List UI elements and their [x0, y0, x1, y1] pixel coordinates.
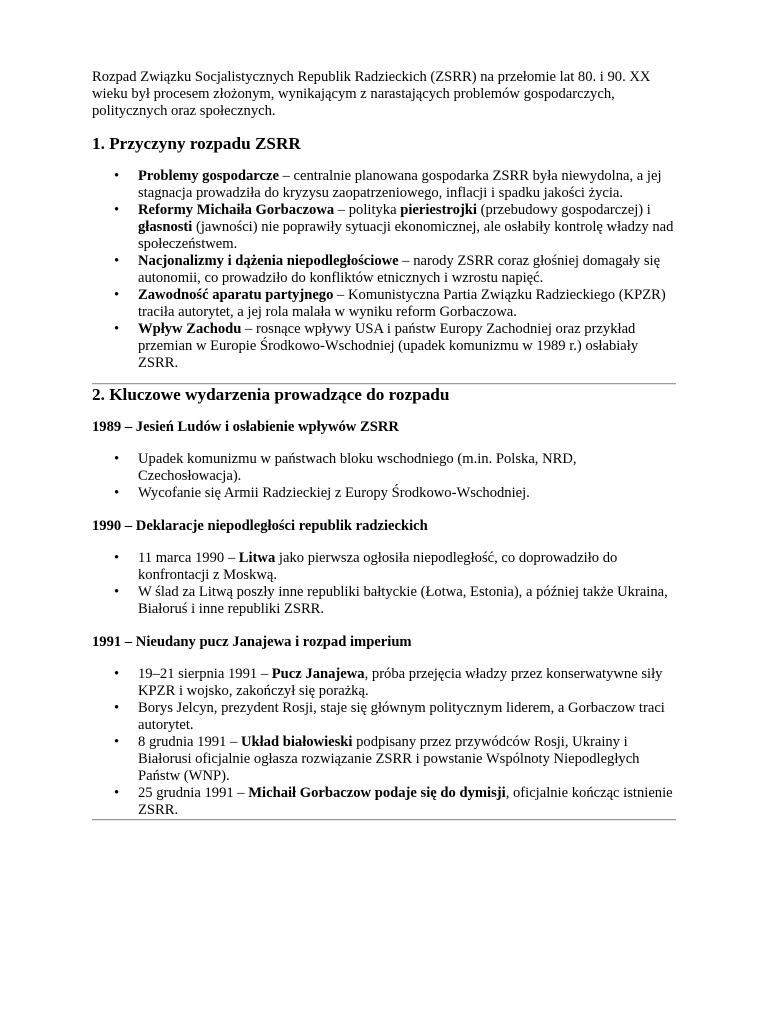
- section-2-heading: 2. Kluczowe wydarzenia prowadzące do rozpadu: [92, 385, 450, 404]
- item-text: – polityka: [334, 202, 401, 218]
- item-date: 19–21 sierpnia 1991 –: [138, 666, 272, 682]
- item-term: Wpływ Zachodu: [138, 321, 242, 337]
- item-text: – Komunistyczna Partia Związku Radzieckiego (KPZR) traciła autorytet, a jej rola malała w wyniku reform Gorbaczowa.: [138, 287, 666, 320]
- list-item: [138, 253, 676, 287]
- item-text: , próba przejęcia władzy przez konserwatywne siły KPZR i wojsko, zakończył się porażką.: [138, 666, 663, 699]
- horizontal-divider: [92, 819, 676, 821]
- item-text: (przebudowy gospodarczej) i: [476, 202, 651, 218]
- list-item: • Upadek komunizmu w państwach bloku wschodniego (m.in. Polska, NRD, Czechosłowacja).: [138, 451, 676, 485]
- list-item: [138, 287, 676, 321]
- list-item: [138, 550, 676, 584]
- item-date: 25 grudnia 1991 –: [138, 785, 249, 801]
- item-term: Zawodność aparatu partyjnego: [138, 287, 334, 303]
- causes-list: [92, 168, 676, 372]
- item-text: (jawności) nie poprawiły sytuacji ekonomicznej, ale osłabiły kontrolę władzy nad społeczeństwem.: [138, 219, 674, 252]
- item-text: , oficjalnie kończąc istnienie ZSRR.: [138, 785, 673, 818]
- item-date: 11 marca 1990 –: [138, 550, 239, 566]
- item-text: W ślad za Litwą poszły inne republiki bałtyckie (Łotwa, Estonia), a później także Ukraina, Białoruś i inne republiki ZSRR.: [138, 584, 668, 617]
- subheading-1991: 1991 – Nieudany pucz Janajewa i rozpad imperium: [92, 634, 412, 650]
- section-1-heading: 1. Przyczyny rozpadu ZSRR: [92, 134, 301, 153]
- subheading-1990: 1990 – Deklaracje niepodległości republik radzieckich: [92, 518, 428, 534]
- item-term: Nacjonalizmy i dążenia niepodległościowe: [138, 253, 399, 269]
- list-item: [138, 700, 676, 734]
- list-item: [138, 666, 676, 700]
- events-1991-list: [92, 666, 676, 819]
- item-term: Michaił Gorbaczow podaje się do dymisji: [248, 785, 506, 801]
- intro-paragraph: Rozpad Związku Socjalistycznych Republik Radzieckich (ZSRR) na przełomie lat 80. i 90. XX wieku był procesem złożonym, wynikającym z narastających problemów gospodarczych, politycznych oraz społecznych.: [92, 69, 651, 119]
- item-term: Układ białowieski: [240, 734, 353, 750]
- item-term: głasnosti: [138, 219, 193, 235]
- events-1990-list: [92, 550, 676, 618]
- item-text: podpisany przez przywódców Rosji, Ukrainy i Białorusi oficjalnie ogłasza rozwiązanie ZSRR i powstanie Wspólnoty Niepodległych Państw (WNP).: [138, 734, 640, 784]
- list-item: [138, 734, 676, 785]
- item-text: – centralnie planowana gospodarka ZSRR była niewydolna, a jej stagnacja prowadziła do kryzysu zaopatrzeniowego, inflacji i spadku jakości życia.: [138, 168, 662, 201]
- list-item: [138, 202, 676, 253]
- list-item: [138, 321, 676, 372]
- item-term: pieriestrojki: [400, 202, 477, 218]
- item-term: Problemy gospodarcze: [138, 168, 279, 184]
- item-date: 8 grudnia 1991 –: [138, 734, 241, 750]
- list-item: • Wycofanie się Armii Radzieckiej z Europy Środkowo-Wschodniej.: [138, 485, 676, 502]
- list-item: [138, 584, 676, 618]
- list-item: [138, 168, 676, 202]
- events-1989-list: [92, 451, 676, 502]
- item-term: Litwa: [238, 550, 276, 566]
- item-text: – narody ZSRR coraz głośniej domagały się autonomii, co prowadziło do konfliktów etnicznych i wzrostu napięć.: [138, 253, 661, 286]
- item-term: Pucz Janajewa: [271, 666, 365, 682]
- item-term: Reformy Michaiła Gorbaczowa: [138, 202, 335, 218]
- item-text: – rosnące wpływy USA i państw Europy Zachodniej oraz przykład przemian w Europie Środkowo-Wschodniej (upadek komunizmu w 1989 r.) osłabiały ZSRR.: [138, 321, 639, 371]
- item-text: jako pierwsza ogłosiła niepodległość, co doprowadziło do konfrontacji z Moskwą.: [138, 550, 618, 583]
- subheading-1989: 1989 – Jesień Ludów i osłabienie wpływów ZSRR: [92, 419, 399, 435]
- list-item: [138, 785, 676, 819]
- item-text: Borys Jelcyn, prezydent Rosji, staje się głównym politycznym liderem, a Gorbaczow traci autorytet.: [138, 700, 665, 733]
